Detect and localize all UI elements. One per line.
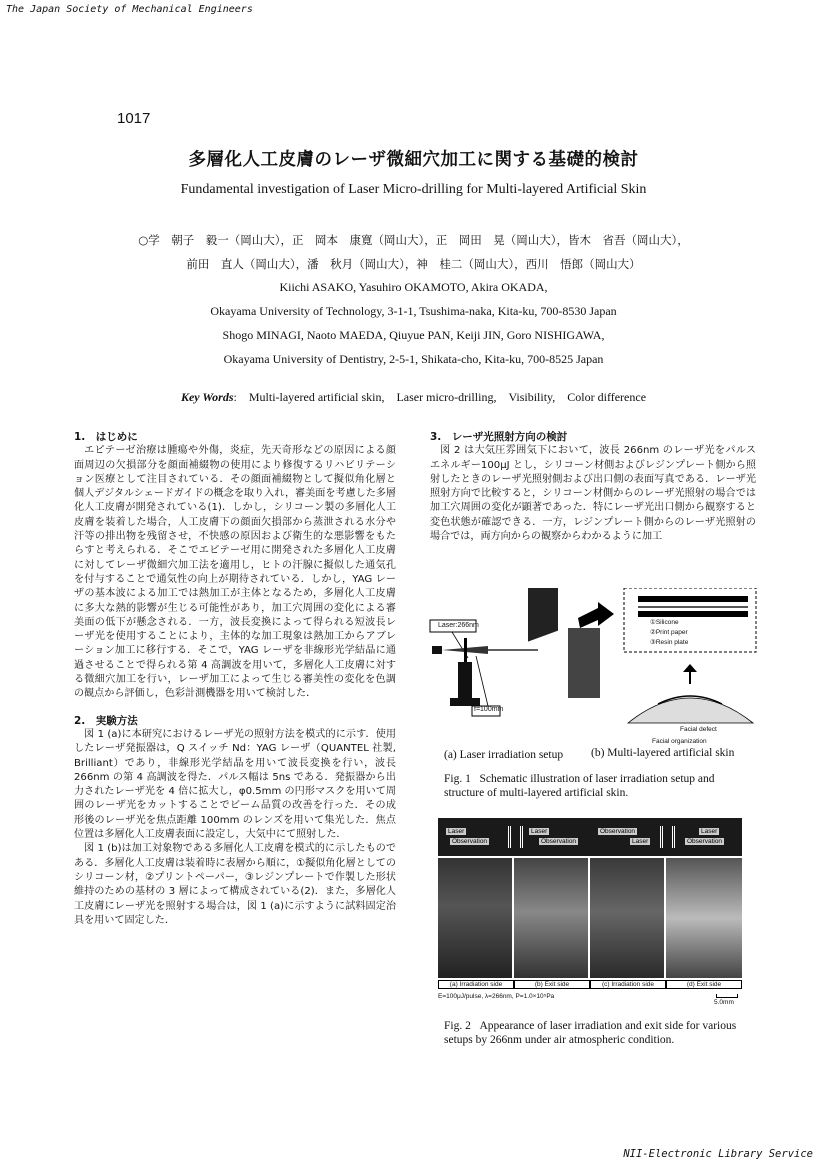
authors-jp-line1: ○学 朝子 毅一（岡山大），正 岡本 康寛（岡山大），正 岡田 晃（岡山大），皆木 省吾（岡山大）， bbox=[138, 233, 689, 247]
figure-2-caption-number: Fig. 2 bbox=[444, 1020, 471, 1032]
setup-d-laser: Laser bbox=[701, 828, 718, 835]
photo-b bbox=[514, 858, 588, 978]
keywords-line bbox=[0, 388, 827, 405]
figure-2 bbox=[438, 818, 742, 1008]
layer-1-bar bbox=[638, 596, 748, 602]
sample-holder bbox=[528, 588, 558, 642]
photo-d bbox=[666, 858, 742, 978]
setup-b-laser: Laser bbox=[531, 828, 548, 835]
panel-c-label: (c) Irradiation side bbox=[590, 980, 666, 989]
keywords-label: Key Words bbox=[180, 390, 234, 404]
lens bbox=[464, 638, 467, 662]
layer-3-label: ③Resin plate bbox=[650, 639, 689, 646]
right-column bbox=[430, 430, 756, 544]
figure-1 bbox=[428, 588, 758, 763]
section-2-heading: 2. 実験方法 bbox=[74, 714, 138, 727]
library-service-footer: NII-Electronic Library Service bbox=[623, 1148, 813, 1160]
panel-b-label: (b) Exit side bbox=[514, 980, 590, 989]
figure-1a-label: (a) Laser irradiation setup bbox=[444, 749, 564, 761]
figure-1b-label: (b) Multi-layered artificial skin bbox=[591, 747, 735, 759]
focal-label: f=100mm bbox=[474, 706, 504, 713]
scale-bar bbox=[716, 994, 738, 998]
setup-a-observation: Observation bbox=[452, 838, 488, 845]
authors-en-1: Kiichi ASAKO, Yasuhiro OKAMOTO, Akira OKADA, bbox=[279, 280, 548, 294]
layer-3-bar bbox=[638, 611, 748, 617]
section-2-body-2: 図 1 (b)は加工対象物である多層化人工皮膚を模式的に示したものである．多層化人工皮膚は装着時に表層から順に，①擬似角化層としてのシリコーン材，②プリントペーパー，③レジンプレートで作製した形状維持のための基材の 3 層によって構成されている(2)．また，多層化人工皮膚にレーザ光を照射する場合は，図 1 (a)に示すように試料固定治具を用いて固定した． bbox=[74, 843, 396, 926]
figure-1-caption-text: Schematic illustration of laser irradiation setup and structure of multi-layered artificial skin. bbox=[444, 773, 715, 799]
authors-en-2: Shogo MINAGI, Naoto MAEDA, Qiuyue PAN, Keiji JIN, Goro NISHIGAWA, bbox=[222, 328, 605, 342]
affiliation-1: Okayama University of Technology, 3-1-1, Tsushima-naka, Kita-ku, 700-8530 Japan bbox=[210, 304, 617, 318]
right-arrow-icon bbox=[578, 602, 614, 628]
figure-2-caption-text: Appearance of laser irradiation and exit side for various setups by 266nm under air atmospheric condition. bbox=[444, 1020, 737, 1046]
figure-1-caption-number: Fig. 1 bbox=[444, 773, 471, 785]
layer-2-label: ②Print paper bbox=[650, 629, 688, 636]
photo-c bbox=[590, 858, 664, 978]
laser-source bbox=[432, 646, 442, 654]
stand-base bbox=[450, 698, 480, 706]
layer-1-label: ①Silicone bbox=[650, 619, 679, 626]
laser-label: Laser:266nm bbox=[438, 622, 479, 629]
paper-number: 1017 bbox=[117, 110, 151, 127]
affiliation-2: Okayama University of Dentistry, 2-5-1, Shikata-cho, Kita-ku, 700-8525 Japan bbox=[223, 352, 604, 366]
scale-label: 5.0mm bbox=[714, 999, 734, 1006]
title-english: Fundamental investigation of Laser Micro-drilling for Multi-layered Artificial Skin bbox=[180, 182, 647, 197]
section-1-body: エピテーゼ治療は腫瘍や外傷，炎症，先天奇形などの原因による顔面周辺の欠損部分を顔面補綴物の使用により修復するリハビリテーション医療として注目されている．その顔面補綴物として擬似角化層と個人デジタルシェードガイドの概念を取り入れ，審美面を考慮した多層化人工皮膚が開発されている(1)．しかし，シリコーン製の多層化人工皮膚を装着した場合，人工皮膚下の顔面欠損部から蒸泄される水分や汗等の排出物を残留させ，不快感の原因および衛生的な悪影響をもたらすと考えられる．そこでエピテーゼ用に開発された多層化人工皮膚に対してレーザ微細穴加工法を適用し，ヒトの汗腺に擬似した通気孔を付与することで通気性の向上が期待されている．しかし，YAG レーザの基本波による加工では熱加工が主体となるため，多層化人工皮膚に多大な熱的影響が生じる可能性があり，加工穴周囲の変化による審美面の低下が懸念される．一方，波長変換によって得られる短波長レーザ光を使用することにより，主体的な加工現象は熱加工からアブレーション加工に移行する．そこで，YAG レーザを非線形光学結晶に通過させることで得られる第 4 高調波を用いて，多層化人工皮膚に対する微細穴加工を行い，レーザ加工によって生じる審美性の変化を色調の観点から評価し，色彩計測機器を用いて検討した． bbox=[74, 445, 396, 700]
section-3-body: 図 2 は大気圧雰囲気下において，波長 266nm のレーザ光をパルスエネルギー100μJ とし，シリコーン材側およびレジンプレート側から照射したときのレーザ光照射側および出口側の表面写真である．レーザ光照射方向で比較すると，シリコーン材側からのレーザ光照射の場合では加工穴周囲の変化が顕著であった．特にレーザ光出口側から観察すると変色状態が確認できる．一方，レジンプレート側からのレーザ光照射の場合では，両方向からの観察からわかるように加工 bbox=[430, 445, 756, 543]
figure-1-caption bbox=[444, 772, 756, 800]
panel-d-label: (d) Exit side bbox=[666, 980, 742, 989]
sample-jig bbox=[568, 628, 600, 698]
title-japanese: 多層化人工皮膚のレーザ微細穴加工に関する基礎的検討 bbox=[188, 150, 639, 170]
section-2-body-1: 図 1 (a)に本研究におけるレーザ光の照射方法を模式的に示す．使用したレーザ発振器は，Q スイッチ Nd：YAG レーザ（QUANTEL 社製, Brilliant）であり，非線形光学結晶を用いて波長変換を行い，波長 266nm の第 4 高調波を得た．パルス幅は 5ns である．発振器から出力されたレーザ光を 4 倍に拡大し，φ0.5mm の円形マスクを用いて周囲のレーザ光をカットすることでビーム品質の改善を行った．その成形後のレーザ光を焦点距離 100mm のレンズを用いて集光した．焦点位置は多層化人工皮膚表面に設定し，大気中にて照射した． bbox=[74, 728, 396, 841]
setup-diagram-b bbox=[520, 826, 587, 848]
facial-defect-label: Facial defect bbox=[680, 726, 717, 733]
panel-a-label: (a) Irradiation side bbox=[438, 980, 514, 989]
left-column bbox=[74, 430, 396, 928]
setup-c-laser: Laser bbox=[632, 838, 649, 845]
facial-cross-section bbox=[628, 698, 753, 723]
society-header: The Japan Society of Mechanical Engineers bbox=[6, 4, 253, 15]
setup-diagram-d bbox=[672, 826, 739, 848]
photo-a bbox=[438, 858, 512, 978]
section-3-heading: 3. レーザ光照射方向の検討 bbox=[430, 431, 568, 443]
authors-jp-line2: 前田 直人（岡山大），潘 秋月（岡山大），神 桂二（岡山大），西川 悟郎（岡山大） bbox=[186, 257, 641, 271]
up-arrow-icon bbox=[683, 664, 697, 672]
setup-b-observation: Observation bbox=[541, 838, 577, 845]
setup-diagram-a bbox=[444, 826, 511, 848]
setup-c-observation: Observation bbox=[600, 828, 636, 835]
figure-2-caption bbox=[444, 1019, 756, 1047]
setup-a-laser: Laser bbox=[448, 828, 465, 835]
layer-2-bar bbox=[638, 606, 748, 608]
section-1-heading: 1. はじめに bbox=[74, 431, 138, 443]
irradiation-params: E=100μJ/pulse, λ=266nm, P=1.0×10⁵Pa bbox=[438, 993, 555, 1000]
lens-stand bbox=[458, 662, 472, 702]
setup-diagram-c bbox=[596, 826, 663, 848]
facial-organization-label: Facial organization bbox=[652, 738, 707, 745]
figure-1-drawing bbox=[428, 588, 758, 763]
setup-d-observation: Observation bbox=[687, 838, 723, 845]
keywords-list: : Multi-layered artificial skin, Laser micro-drilling, Visibility, Color difference bbox=[233, 390, 647, 404]
